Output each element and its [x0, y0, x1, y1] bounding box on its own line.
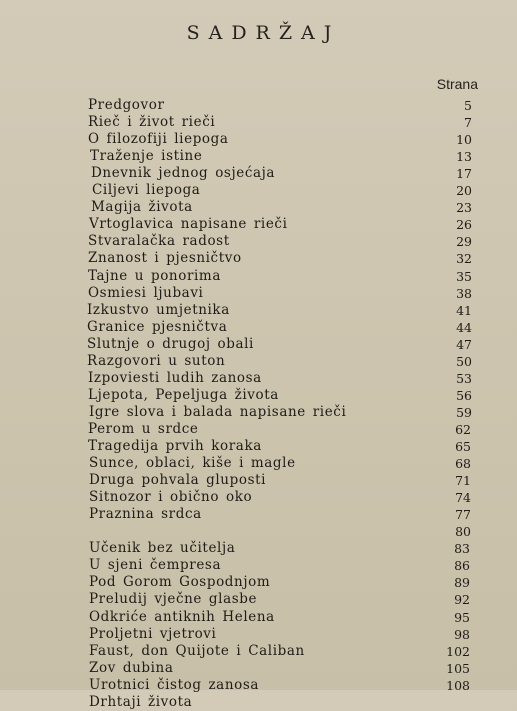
- toc-entry: [0, 505, 517, 523]
- toc-entry-title: Pod Gorom Gospodnjom: [89, 574, 271, 591]
- toc-entry-title: Sitnozor i obično oko: [89, 489, 253, 506]
- toc-entry-title: Urotnici čistog zanosa: [89, 676, 260, 693]
- toc-entry-title: Ciljevi liepoga: [92, 182, 201, 199]
- toc-entry-title: Faust, don Quijote i Caliban: [89, 642, 305, 659]
- toc-entry-page-number: 74: [455, 490, 471, 506]
- toc-entry: [0, 147, 517, 165]
- toc-entry-page-number: 26: [456, 217, 472, 233]
- toc-entry-title: Praznina srdca: [89, 506, 202, 523]
- toc-entry: [0, 454, 517, 472]
- toc-entry-page-number: 92: [454, 592, 470, 608]
- toc-entry-title: Zov dubina: [89, 659, 174, 676]
- page-column-header: Strana: [436, 76, 478, 92]
- toc-entry: [0, 437, 517, 455]
- toc-entry-page-number: 50: [456, 353, 472, 369]
- toc-entry-page-number: 10: [456, 132, 472, 148]
- toc-entry-title: Učenik bez učitelja: [89, 540, 236, 557]
- toc-entry-page-number: 68: [455, 456, 471, 472]
- toc-entry-page-number: 13: [456, 149, 472, 165]
- toc-entry-page-number: 62: [455, 421, 471, 437]
- toc-entry: [0, 642, 517, 660]
- toc-entry: [0, 284, 517, 302]
- toc-entry-title: Stvaralačka radost: [88, 233, 230, 250]
- toc-entry-page-number: 5: [464, 98, 472, 113]
- toc-entry-page-number: 89: [454, 575, 470, 591]
- toc-entry-page-number: 17: [456, 166, 472, 182]
- toc-entry-title: Preludij vječne glasbe: [89, 591, 258, 608]
- page-title: SADRŽAJ: [186, 22, 341, 44]
- toc-entry: [0, 335, 517, 353]
- toc-entry-page-number: 105: [446, 660, 470, 676]
- toc-entry-page-number: 83: [454, 541, 470, 557]
- toc-entry: [0, 267, 517, 285]
- toc-entry: [0, 369, 517, 387]
- toc-entry-title: Ljepota, Pepeljuga života: [88, 386, 279, 403]
- toc-entry-page-number: 77: [455, 507, 471, 523]
- toc-entry: [0, 539, 517, 557]
- toc-entry: [0, 249, 517, 267]
- toc-entry: [0, 556, 517, 574]
- toc-entry: [0, 301, 517, 319]
- toc-entry-page-number: 20: [456, 183, 472, 199]
- toc-entry-page-number: 38: [456, 285, 472, 301]
- toc-entry: [0, 403, 517, 421]
- toc-entry-title: Rieč i život rieči: [88, 114, 216, 131]
- toc-entry: [0, 625, 517, 643]
- toc-entry-title: Razgovori u suton: [87, 352, 226, 369]
- toc-entry-title: Odkriće antiknih Helena: [89, 608, 275, 625]
- toc-entry: [0, 318, 517, 336]
- toc-entry: [0, 659, 517, 677]
- toc-entry: [0, 676, 517, 694]
- toc-entry-title: Osmiesi ljubavi: [88, 284, 204, 301]
- toc-entry: [0, 130, 517, 148]
- toc-entry-page-number: 102: [446, 643, 470, 659]
- toc-entry-page-number: 23: [456, 200, 472, 216]
- toc-entry-page-number: 108: [446, 677, 470, 693]
- toc-entry-title: Igre slova i balada napisane rieči: [89, 403, 347, 420]
- toc-entry: [0, 232, 517, 250]
- toc-entry: [0, 573, 517, 591]
- toc-entry: [0, 96, 517, 114]
- toc-entry-title: Sunce, oblaci, kiše i magle: [89, 455, 296, 472]
- toc-entry: [0, 420, 517, 438]
- toc-entry: [0, 522, 517, 540]
- toc-entry-title: Drhtaji života: [89, 693, 193, 710]
- toc-entry: [0, 181, 517, 199]
- toc-entry-title: Izkustvo umjetnika: [87, 301, 230, 318]
- toc-entry-page-number: 95: [454, 609, 470, 625]
- toc-entry-title: U sjeni čempresa: [89, 557, 222, 574]
- toc-entry: [0, 198, 517, 216]
- toc-entry: [0, 488, 517, 506]
- toc-entry-title: Dnevnik jednog osjećaja: [91, 165, 276, 182]
- toc-entry-page-number: 47: [456, 336, 472, 352]
- toc-entry-title: Proljetni vjetrovi: [89, 625, 217, 642]
- toc-entry: [0, 471, 517, 489]
- toc-entry-title: Perom u srdce: [88, 420, 199, 437]
- toc-entry-title: Tajne u ponorima: [88, 267, 221, 284]
- toc-entry-page-number: 56: [456, 387, 472, 403]
- toc-entry-page-number: 29: [456, 234, 472, 250]
- toc-entry-page-number: 35: [456, 268, 472, 284]
- toc-entry-page-number: 32: [456, 251, 472, 267]
- toc-entry-title: Traženje istine: [90, 148, 203, 165]
- toc-entry-title: Tragedija prvih koraka: [88, 438, 262, 454]
- toc-entry-page-number: 71: [455, 473, 471, 489]
- toc-entry-title: Granice pjesničtva: [87, 318, 228, 335]
- toc-entry: [0, 608, 517, 626]
- toc-entry: [0, 164, 517, 182]
- toc-entry-title: Predgovor: [88, 97, 165, 113]
- toc-entry-page-number: 65: [455, 439, 471, 454]
- toc-entry-title: Vrtoglavica napisane rieči: [89, 216, 288, 233]
- toc-entry-page-number: 41: [456, 302, 472, 318]
- toc-entry: [0, 693, 517, 711]
- toc-entry: [0, 590, 517, 608]
- toc-entry-page-number: 59: [456, 404, 472, 420]
- toc-entry-page-number: 53: [456, 370, 472, 386]
- toc-entry-page-number: 7: [464, 115, 472, 131]
- toc-entry: [0, 386, 517, 404]
- toc-entry-title: Druga pohvala gluposti: [89, 472, 267, 489]
- toc-entry-title: Magija života: [91, 199, 193, 216]
- toc-entry-page-number: 86: [454, 558, 470, 574]
- toc-entry-title: O filozofiji liepoga: [88, 131, 229, 148]
- toc-entry-page-number: 98: [454, 626, 470, 642]
- toc-entry-title: Izpoviesti ludih zanosa: [88, 369, 262, 386]
- toc-entry-page-number: 44: [456, 319, 472, 335]
- toc-entry: [0, 113, 517, 131]
- toc-entry-page-number: 80: [455, 524, 471, 540]
- toc-entry-title: Znanost i pjesničtvo: [88, 250, 242, 267]
- toc-entry-title: Slutnje o drugoj obali: [87, 335, 254, 352]
- toc-entry: [0, 352, 517, 370]
- toc-entry: [0, 215, 517, 233]
